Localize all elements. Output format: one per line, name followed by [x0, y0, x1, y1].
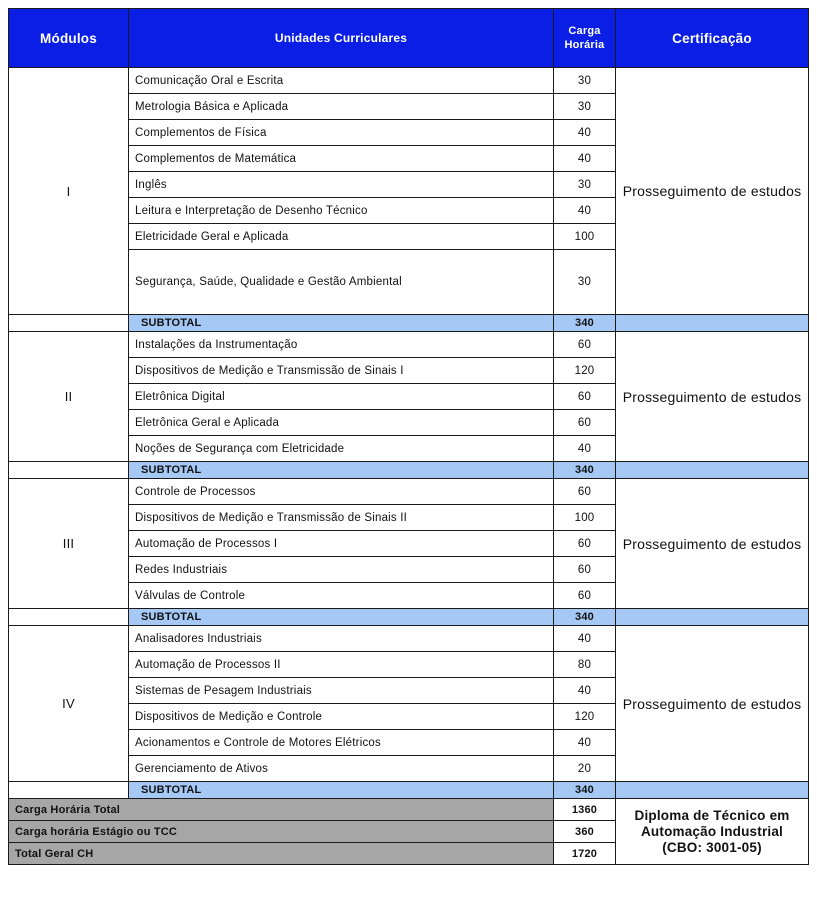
- unit-hours: 40: [554, 198, 616, 224]
- unit-hours: 60: [554, 583, 616, 609]
- unit-hours: 60: [554, 332, 616, 358]
- subtotal-row: [9, 609, 809, 626]
- module-name: I: [9, 68, 129, 315]
- header-certificacao: Certificação: [616, 9, 809, 68]
- unit-hours: 40: [554, 436, 616, 462]
- table-row: [9, 68, 809, 94]
- unit-hours: 60: [554, 384, 616, 410]
- total-label: Total Geral CH: [9, 843, 554, 865]
- table-row: [9, 479, 809, 505]
- unit-hours: 120: [554, 358, 616, 384]
- subtotal-row: [9, 315, 809, 332]
- table-row: [9, 626, 809, 652]
- unit-hours: 40: [554, 626, 616, 652]
- unit-hours: 40: [554, 678, 616, 704]
- unit-name: Dispositivos de Medição e Transmissão de Sinais II: [129, 505, 554, 531]
- unit-name: Comunicação Oral e Escrita: [129, 68, 554, 94]
- unit-name: Dispositivos de Medição e Controle: [129, 704, 554, 730]
- unit-name: Segurança, Saúde, Qualidade e Gestão Ambiental: [129, 250, 554, 315]
- unit-hours: 100: [554, 505, 616, 531]
- module-name: II: [9, 332, 129, 462]
- unit-hours: 30: [554, 250, 616, 315]
- module-certification: Prosseguimento de estudos: [616, 68, 809, 315]
- header-unidades: Unidades Curriculares: [129, 9, 554, 68]
- unit-name: Analisadores Industriais: [129, 626, 554, 652]
- unit-name: Acionamentos e Controle de Motores Elétricos: [129, 730, 554, 756]
- unit-name: Redes Industriais: [129, 557, 554, 583]
- subtotal-label: SUBTOTAL: [129, 782, 554, 799]
- unit-hours: 60: [554, 479, 616, 505]
- curriculum-table: [8, 8, 809, 865]
- module-name: IV: [9, 626, 129, 782]
- table-body: [9, 68, 809, 865]
- subtotal-value: 340: [554, 462, 616, 479]
- unit-name: Gerenciamento de Ativos: [129, 756, 554, 782]
- unit-name: Noções de Segurança com Eletricidade: [129, 436, 554, 462]
- subtotal-value: 340: [554, 782, 616, 799]
- unit-hours: 120: [554, 704, 616, 730]
- subtotal-spacer: [9, 315, 129, 332]
- unit-hours: 40: [554, 730, 616, 756]
- module-name: III: [9, 479, 129, 609]
- subtotal-cert-cell: [616, 782, 809, 799]
- unit-name: Complementos de Matemática: [129, 146, 554, 172]
- unit-name: Instalações da Instrumentação: [129, 332, 554, 358]
- module-certification: Prosseguimento de estudos: [616, 626, 809, 782]
- unit-name: Eletricidade Geral e Aplicada: [129, 224, 554, 250]
- total-row: [9, 799, 809, 821]
- unit-name: Válvulas de Controle: [129, 583, 554, 609]
- unit-name: Metrologia Básica e Aplicada: [129, 94, 554, 120]
- unit-name: Eletrônica Digital: [129, 384, 554, 410]
- header-modulos: Módulos: [9, 9, 129, 68]
- unit-hours: 100: [554, 224, 616, 250]
- subtotal-row: [9, 462, 809, 479]
- unit-hours: 80: [554, 652, 616, 678]
- subtotal-cert-cell: [616, 609, 809, 626]
- unit-hours: 20: [554, 756, 616, 782]
- subtotal-value: 340: [554, 315, 616, 332]
- unit-hours: 30: [554, 172, 616, 198]
- subtotal-cert-cell: [616, 315, 809, 332]
- subtotal-label: SUBTOTAL: [129, 609, 554, 626]
- unit-name: Leitura e Interpretação de Desenho Técnico: [129, 198, 554, 224]
- total-label: Carga Horária Total: [9, 799, 554, 821]
- total-value: 360: [554, 821, 616, 843]
- subtotal-label: SUBTOTAL: [129, 462, 554, 479]
- diploma-text: Diploma de Técnico em Automação Industrial (CBO: 3001-05): [616, 799, 809, 865]
- unit-hours: 40: [554, 146, 616, 172]
- unit-hours: 60: [554, 557, 616, 583]
- unit-hours: 30: [554, 94, 616, 120]
- total-value: 1720: [554, 843, 616, 865]
- subtotal-row: [9, 782, 809, 799]
- subtotal-label: SUBTOTAL: [129, 315, 554, 332]
- unit-name: Complementos de Física: [129, 120, 554, 146]
- module-certification: Prosseguimento de estudos: [616, 479, 809, 609]
- subtotal-cert-cell: [616, 462, 809, 479]
- unit-name: Sistemas de Pesagem Industriais: [129, 678, 554, 704]
- subtotal-spacer: [9, 462, 129, 479]
- unit-hours: 60: [554, 410, 616, 436]
- total-label: Carga horária Estágio ou TCC: [9, 821, 554, 843]
- unit-name: Dispositivos de Medição e Transmissão de Sinais I: [129, 358, 554, 384]
- unit-name: Controle de Processos: [129, 479, 554, 505]
- subtotal-spacer: [9, 609, 129, 626]
- unit-hours: 30: [554, 68, 616, 94]
- header-row: [9, 9, 809, 68]
- unit-name: Automação de Processos I: [129, 531, 554, 557]
- subtotal-value: 340: [554, 609, 616, 626]
- unit-hours: 60: [554, 531, 616, 557]
- unit-name: Automação de Processos II: [129, 652, 554, 678]
- table-row: [9, 332, 809, 358]
- header-carga: Carga Horária: [554, 9, 616, 68]
- unit-name: Eletrônica Geral e Aplicada: [129, 410, 554, 436]
- unit-name: Inglês: [129, 172, 554, 198]
- unit-hours: 40: [554, 120, 616, 146]
- module-certification: Prosseguimento de estudos: [616, 332, 809, 462]
- total-value: 1360: [554, 799, 616, 821]
- subtotal-spacer: [9, 782, 129, 799]
